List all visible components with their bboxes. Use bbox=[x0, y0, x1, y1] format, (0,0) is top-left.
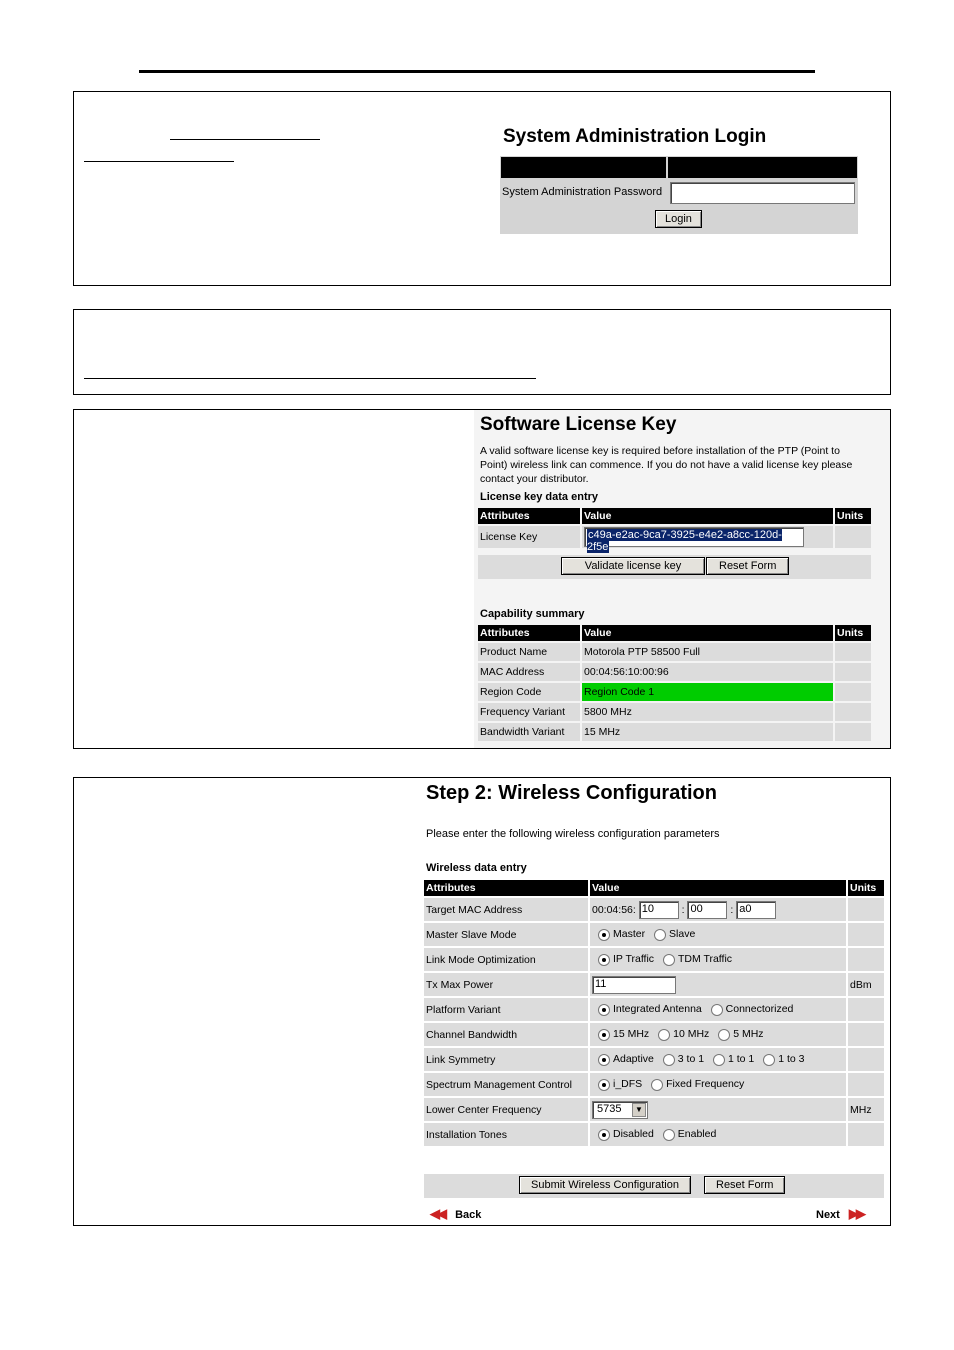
mac-separator: : bbox=[681, 903, 685, 916]
tones-label: Installation Tones bbox=[424, 1123, 588, 1146]
spectrum-cell bbox=[590, 1073, 846, 1096]
bandwidth-label: Channel Bandwidth bbox=[424, 1023, 588, 1046]
col-attributes: Attributes bbox=[478, 625, 580, 641]
license-entry-table bbox=[476, 506, 873, 553]
login-button[interactable]: Login bbox=[655, 210, 702, 228]
lower-freq-select[interactable] bbox=[592, 1101, 648, 1119]
row-units bbox=[848, 1048, 884, 1071]
fixed-freq-label: Fixed Frequency bbox=[666, 1078, 745, 1091]
slave-radio[interactable] bbox=[654, 929, 666, 941]
tones-cell bbox=[590, 1123, 846, 1146]
table-row bbox=[424, 898, 884, 921]
row-value: Motorola PTP 58500 Full bbox=[582, 643, 833, 661]
row-units bbox=[835, 663, 871, 681]
wireless-intro: Please enter the following wireless configuration parameters bbox=[426, 828, 720, 840]
tdm-traffic-label: TDM Traffic bbox=[677, 953, 733, 966]
wireless-entry-heading: Wireless data entry bbox=[426, 862, 527, 874]
master-slave-label: Master Slave Mode bbox=[424, 923, 588, 946]
license-reset-button[interactable]: Reset Form bbox=[706, 557, 789, 575]
col-units: Units bbox=[848, 880, 884, 896]
table-row bbox=[424, 1048, 884, 1071]
slave-label: Slave bbox=[669, 928, 696, 941]
spectrum-label: Spectrum Management Control bbox=[424, 1073, 588, 1096]
link-underline[interactable] bbox=[170, 139, 320, 140]
sym11-label: 1 to 1 bbox=[728, 1053, 755, 1066]
lower-freq-units: MHz bbox=[848, 1098, 884, 1121]
login-form bbox=[500, 156, 858, 234]
password-input[interactable] bbox=[670, 182, 855, 204]
adaptive-radio[interactable] bbox=[598, 1054, 610, 1066]
wireless-reset-button[interactable]: Reset Form bbox=[704, 1176, 785, 1194]
tx-power-input[interactable]: 11 bbox=[592, 976, 676, 994]
bandwidth-cell bbox=[590, 1023, 846, 1046]
next-link[interactable] bbox=[816, 1206, 863, 1222]
tones-disabled-radio[interactable] bbox=[598, 1129, 610, 1141]
lower-freq-value: 5735 bbox=[597, 1102, 622, 1115]
target-mac-octet-3[interactable]: a0 bbox=[736, 901, 776, 919]
table-row bbox=[424, 998, 884, 1021]
tones-enabled-label: Enabled bbox=[677, 1128, 717, 1141]
table-row bbox=[478, 663, 871, 681]
region-code-value: Region Code 1 bbox=[582, 683, 833, 701]
row-units bbox=[835, 723, 871, 741]
row-units bbox=[848, 948, 884, 971]
wireless-table bbox=[422, 878, 886, 1148]
wireless-title: Step 2: Wireless Configuration bbox=[426, 782, 717, 804]
target-mac-label: Target MAC Address bbox=[424, 898, 588, 921]
table-row bbox=[424, 973, 884, 996]
row-attr: Product Name bbox=[478, 643, 580, 661]
idfs-radio[interactable] bbox=[598, 1079, 610, 1091]
submit-wireless-button[interactable]: Submit Wireless Configuration bbox=[519, 1176, 691, 1194]
row-units bbox=[835, 683, 871, 701]
adaptive-label: Adaptive bbox=[613, 1053, 654, 1066]
license-key-value: c49a-e2ac-9ca7-3925-e4e2-a8cc-120d-2f5e bbox=[587, 529, 782, 553]
sym13-label: 1 to 3 bbox=[778, 1053, 805, 1066]
row-attr: Bandwidth Variant bbox=[478, 723, 580, 741]
license-title: Software License Key bbox=[480, 414, 677, 435]
table-row bbox=[478, 683, 871, 701]
master-slave-cell bbox=[590, 923, 846, 946]
lower-freq-cell bbox=[590, 1098, 846, 1121]
row-units bbox=[848, 898, 884, 921]
connectorized-label: Connectorized bbox=[725, 1003, 794, 1016]
table-row bbox=[424, 948, 884, 971]
capability-table bbox=[476, 623, 873, 743]
sym31-radio[interactable] bbox=[663, 1054, 675, 1066]
table-row bbox=[478, 643, 871, 661]
sym13-radio[interactable] bbox=[763, 1054, 775, 1066]
symmetry-cell bbox=[590, 1048, 846, 1071]
lower-freq-label: Lower Center Frequency bbox=[424, 1098, 588, 1121]
table-row bbox=[478, 703, 871, 721]
row-value: 00:04:56:10:00:96 bbox=[582, 663, 833, 681]
link-underline[interactable] bbox=[84, 161, 234, 162]
license-entry-heading: License key data entry bbox=[480, 491, 599, 503]
license-key-cell bbox=[582, 526, 833, 553]
row-attr: Region Code bbox=[478, 683, 580, 701]
bw15-label: 15 MHz bbox=[613, 1028, 650, 1041]
back-link[interactable] bbox=[430, 1206, 481, 1222]
col-value: Value bbox=[582, 625, 833, 641]
target-mac-prefix: 00:04:56: bbox=[592, 903, 636, 916]
symmetry-label: Link Symmetry bbox=[424, 1048, 588, 1071]
table-row bbox=[424, 1098, 884, 1121]
bw5-radio[interactable] bbox=[718, 1029, 730, 1041]
row-value: 15 MHz bbox=[582, 723, 833, 741]
fixed-freq-radio[interactable] bbox=[651, 1079, 663, 1091]
password-label: System Administration Password bbox=[502, 186, 663, 198]
table-row bbox=[424, 1023, 884, 1046]
tx-power-label: Tx Max Power bbox=[424, 973, 588, 996]
validate-license-button[interactable]: Validate license key bbox=[561, 557, 705, 575]
row-units bbox=[835, 703, 871, 721]
login-header-right bbox=[668, 157, 857, 178]
row-units bbox=[835, 643, 871, 661]
target-mac-cell bbox=[590, 898, 846, 921]
row-units bbox=[848, 923, 884, 946]
platform-label: Platform Variant bbox=[424, 998, 588, 1021]
idfs-label: i_DFS bbox=[613, 1078, 643, 1091]
next-arrow-icon: ▶▶ bbox=[848, 1206, 863, 1221]
link-mode-label: Link Mode Optimization bbox=[424, 948, 588, 971]
login-header-left bbox=[501, 157, 666, 178]
license-key-units bbox=[835, 526, 871, 548]
ip-traffic-label: IP Traffic bbox=[613, 953, 655, 966]
master-radio[interactable] bbox=[598, 929, 610, 941]
back-label: Back bbox=[455, 1209, 482, 1221]
row-attr: Frequency Variant bbox=[478, 703, 580, 721]
login-title: System Administration Login bbox=[503, 126, 767, 147]
tdm-traffic-radio[interactable] bbox=[663, 954, 675, 966]
col-value: Value bbox=[582, 508, 833, 524]
connectorized-radio[interactable] bbox=[711, 1004, 723, 1016]
next-label: Next bbox=[816, 1209, 840, 1221]
table-row bbox=[424, 923, 884, 946]
row-units bbox=[848, 1073, 884, 1096]
bw15-radio[interactable] bbox=[598, 1029, 610, 1041]
license-key-input[interactable] bbox=[584, 527, 804, 553]
mac-separator: : bbox=[730, 903, 734, 916]
target-mac-octet-2[interactable]: 00 bbox=[687, 901, 727, 919]
capability-heading: Capability summary bbox=[480, 608, 585, 620]
link-underline[interactable] bbox=[84, 378, 536, 379]
integrated-label: Integrated Antenna bbox=[613, 1003, 702, 1016]
sym31-label: 3 to 1 bbox=[677, 1053, 705, 1066]
bw10-label: 10 MHz bbox=[673, 1028, 710, 1041]
license-intro: A valid software license key is required before installation of the PTP (Point to Point) wireless link can commence. If you do not have a valid license key please contact your distributor. bbox=[480, 445, 853, 485]
table-row bbox=[424, 1073, 884, 1096]
link-box bbox=[73, 309, 891, 395]
tx-power-units: dBm bbox=[848, 973, 884, 996]
tones-enabled-radio[interactable] bbox=[663, 1129, 675, 1141]
back-arrow-icon: ◀◀ bbox=[430, 1206, 444, 1221]
link-mode-cell bbox=[590, 948, 846, 971]
col-units: Units bbox=[835, 508, 871, 524]
sym11-radio[interactable] bbox=[713, 1054, 725, 1066]
master-label: Master bbox=[613, 928, 646, 941]
table-row bbox=[478, 723, 871, 741]
bw10-radio[interactable] bbox=[658, 1029, 670, 1041]
bw5-label: 5 MHz bbox=[733, 1028, 764, 1041]
platform-cell bbox=[590, 998, 846, 1021]
ip-traffic-radio[interactable] bbox=[598, 954, 610, 966]
tones-disabled-label: Disabled bbox=[613, 1128, 654, 1141]
license-key-label: License Key bbox=[478, 526, 580, 548]
col-units: Units bbox=[835, 625, 871, 641]
col-attributes: Attributes bbox=[478, 508, 580, 524]
table-row bbox=[424, 1123, 884, 1146]
row-units bbox=[848, 1023, 884, 1046]
tx-power-cell bbox=[590, 973, 846, 996]
row-units bbox=[848, 998, 884, 1021]
col-value: Value bbox=[590, 880, 846, 896]
header-rule bbox=[139, 70, 815, 73]
target-mac-octet-1[interactable]: 10 bbox=[639, 901, 679, 919]
row-attr: MAC Address bbox=[478, 663, 580, 681]
row-value: 5800 MHz bbox=[582, 703, 833, 721]
col-attributes: Attributes bbox=[424, 880, 588, 896]
row-units bbox=[848, 1123, 884, 1146]
integrated-radio[interactable] bbox=[598, 1004, 610, 1016]
chevron-down-icon[interactable]: ▼ bbox=[632, 1103, 646, 1117]
